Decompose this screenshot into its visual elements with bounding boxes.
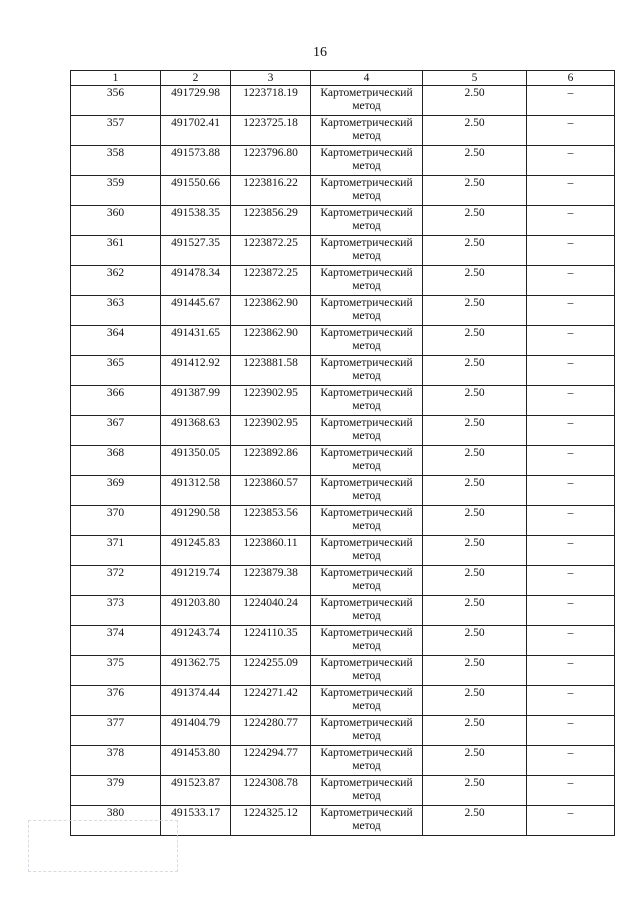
point-number-cell: 372 [71, 566, 161, 596]
column-header-1: 1 [71, 71, 161, 86]
description-cell: – [527, 146, 615, 176]
method-line-2: метод [352, 820, 381, 832]
method-cell [311, 626, 423, 656]
description-cell: – [527, 266, 615, 296]
method-line-2: метод [352, 520, 381, 532]
method-cell [311, 506, 423, 536]
method-line-1: Картометрический [320, 417, 413, 429]
table-row [71, 326, 615, 356]
method-line-2: метод [352, 190, 381, 202]
accuracy-cell: 2.50 [423, 716, 527, 746]
description-cell: – [527, 806, 615, 836]
description-cell: – [527, 626, 615, 656]
point-number-cell: 371 [71, 536, 161, 566]
method-line-1: Картометрический [320, 747, 413, 759]
method-line-2: метод [352, 460, 381, 472]
x-coordinate-cell: 491445.67 [161, 296, 231, 326]
accuracy-cell: 2.50 [423, 596, 527, 626]
method-line-2: метод [352, 220, 381, 232]
point-number-cell: 361 [71, 236, 161, 266]
method-line-1: Картометрический [320, 507, 413, 519]
method-cell [311, 446, 423, 476]
accuracy-cell: 2.50 [423, 266, 527, 296]
y-coordinate-cell: 1224308.78 [231, 776, 311, 806]
description-cell: – [527, 236, 615, 266]
point-number-cell: 366 [71, 386, 161, 416]
method-cell [311, 806, 423, 836]
method-line-1: Картометрический [320, 117, 413, 129]
method-cell [311, 386, 423, 416]
method-line-1: Картометрический [320, 597, 413, 609]
table-row [71, 536, 615, 566]
y-coordinate-cell: 1224271.42 [231, 686, 311, 716]
method-line-2: метод [352, 310, 381, 322]
method-line-1: Картометрический [320, 357, 413, 369]
y-coordinate-cell: 1223902.95 [231, 416, 311, 446]
method-line-1: Картометрический [320, 177, 413, 189]
description-cell: – [527, 296, 615, 326]
method-line-1: Картометрический [320, 207, 413, 219]
method-cell [311, 536, 423, 566]
coordinates-table [70, 70, 615, 836]
method-line-1: Картометрический [320, 297, 413, 309]
point-number-cell: 357 [71, 116, 161, 146]
method-line-1: Картометрический [320, 147, 413, 159]
x-coordinate-cell: 491573.88 [161, 146, 231, 176]
page-number: 16 [313, 45, 327, 60]
y-coordinate-cell: 1223881.58 [231, 356, 311, 386]
method-line-2: метод [352, 430, 381, 442]
method-line-2: метод [352, 790, 381, 802]
accuracy-cell: 2.50 [423, 386, 527, 416]
method-line-1: Картометрический [320, 807, 413, 819]
x-coordinate-cell: 491702.41 [161, 116, 231, 146]
y-coordinate-cell: 1223862.90 [231, 296, 311, 326]
table-row [71, 146, 615, 176]
x-coordinate-cell: 491404.79 [161, 716, 231, 746]
description-cell: – [527, 416, 615, 446]
accuracy-cell: 2.50 [423, 416, 527, 446]
point-number-cell: 377 [71, 716, 161, 746]
accuracy-cell: 2.50 [423, 746, 527, 776]
method-cell [311, 776, 423, 806]
table-row [71, 206, 615, 236]
table-row [71, 716, 615, 746]
accuracy-cell: 2.50 [423, 116, 527, 146]
method-line-1: Картометрический [320, 87, 413, 99]
accuracy-cell: 2.50 [423, 176, 527, 206]
description-cell: – [527, 356, 615, 386]
accuracy-cell: 2.50 [423, 446, 527, 476]
method-line-2: метод [352, 160, 381, 172]
method-line-2: метод [352, 670, 381, 682]
y-coordinate-cell: 1223860.57 [231, 476, 311, 506]
column-header-3: 3 [231, 71, 311, 86]
x-coordinate-cell: 491527.35 [161, 236, 231, 266]
x-coordinate-cell: 491243.74 [161, 626, 231, 656]
description-cell: – [527, 776, 615, 806]
description-cell: – [527, 536, 615, 566]
description-cell: – [527, 386, 615, 416]
accuracy-cell: 2.50 [423, 656, 527, 686]
x-coordinate-cell: 491368.63 [161, 416, 231, 446]
description-cell: – [527, 716, 615, 746]
description-cell: – [527, 206, 615, 236]
method-line-2: метод [352, 640, 381, 652]
accuracy-cell: 2.50 [423, 776, 527, 806]
table-row [71, 176, 615, 206]
method-line-2: метод [352, 280, 381, 292]
method-cell [311, 146, 423, 176]
x-coordinate-cell: 491362.75 [161, 656, 231, 686]
method-line-1: Картометрический [320, 687, 413, 699]
method-line-1: Картометрический [320, 327, 413, 339]
y-coordinate-cell: 1224110.35 [231, 626, 311, 656]
method-line-2: метод [352, 400, 381, 412]
table-row [71, 266, 615, 296]
point-number-cell: 380 [71, 806, 161, 836]
x-coordinate-cell: 491387.99 [161, 386, 231, 416]
x-coordinate-cell: 491550.66 [161, 176, 231, 206]
point-number-cell: 363 [71, 296, 161, 326]
column-header-4: 4 [311, 71, 423, 86]
accuracy-cell: 2.50 [423, 686, 527, 716]
method-line-2: метод [352, 760, 381, 772]
accuracy-cell: 2.50 [423, 626, 527, 656]
method-line-2: метод [352, 580, 381, 592]
method-cell [311, 266, 423, 296]
table-row [71, 236, 615, 266]
table-row [71, 476, 615, 506]
point-number-cell: 378 [71, 746, 161, 776]
table-row [71, 296, 615, 326]
method-cell [311, 356, 423, 386]
method-line-2: метод [352, 340, 381, 352]
y-coordinate-cell: 1223725.18 [231, 116, 311, 146]
point-number-cell: 369 [71, 476, 161, 506]
method-line-1: Картометрический [320, 717, 413, 729]
point-number-cell: 370 [71, 506, 161, 536]
method-cell [311, 656, 423, 686]
y-coordinate-cell: 1224040.24 [231, 596, 311, 626]
faded-stamp [28, 820, 178, 872]
method-line-1: Картометрический [320, 537, 413, 549]
x-coordinate-cell: 491478.34 [161, 266, 231, 296]
point-number-cell: 374 [71, 626, 161, 656]
x-coordinate-cell: 491453.80 [161, 746, 231, 776]
method-cell [311, 236, 423, 266]
method-cell [311, 566, 423, 596]
method-line-2: метод [352, 490, 381, 502]
y-coordinate-cell: 1223902.95 [231, 386, 311, 416]
description-cell: – [527, 116, 615, 146]
method-cell [311, 86, 423, 116]
table-row [71, 356, 615, 386]
description-cell: – [527, 686, 615, 716]
table-row [71, 656, 615, 686]
y-coordinate-cell: 1223718.19 [231, 86, 311, 116]
y-coordinate-cell: 1224325.12 [231, 806, 311, 836]
y-coordinate-cell: 1223872.25 [231, 266, 311, 296]
accuracy-cell: 2.50 [423, 146, 527, 176]
description-cell: – [527, 476, 615, 506]
point-number-cell: 376 [71, 686, 161, 716]
y-coordinate-cell: 1224255.09 [231, 656, 311, 686]
point-number-cell: 356 [71, 86, 161, 116]
method-line-1: Картометрический [320, 657, 413, 669]
point-number-cell: 368 [71, 446, 161, 476]
x-coordinate-cell: 491219.74 [161, 566, 231, 596]
y-coordinate-cell: 1223879.38 [231, 566, 311, 596]
y-coordinate-cell: 1223892.86 [231, 446, 311, 476]
point-number-cell: 359 [71, 176, 161, 206]
accuracy-cell: 2.50 [423, 296, 527, 326]
description-cell: – [527, 86, 615, 116]
accuracy-cell: 2.50 [423, 86, 527, 116]
x-coordinate-cell: 491729.98 [161, 86, 231, 116]
x-coordinate-cell: 491290.58 [161, 506, 231, 536]
point-number-cell: 379 [71, 776, 161, 806]
x-coordinate-cell: 491523.87 [161, 776, 231, 806]
point-number-cell: 360 [71, 206, 161, 236]
method-line-1: Картометрический [320, 567, 413, 579]
y-coordinate-cell: 1223816.22 [231, 176, 311, 206]
accuracy-cell: 2.50 [423, 506, 527, 536]
x-coordinate-cell: 491538.35 [161, 206, 231, 236]
table-row [71, 116, 615, 146]
method-cell [311, 296, 423, 326]
point-number-cell: 365 [71, 356, 161, 386]
accuracy-cell: 2.50 [423, 536, 527, 566]
method-line-1: Картометрический [320, 447, 413, 459]
method-cell [311, 176, 423, 206]
y-coordinate-cell: 1223853.56 [231, 506, 311, 536]
method-cell [311, 686, 423, 716]
method-line-1: Картометрический [320, 777, 413, 789]
description-cell: – [527, 446, 615, 476]
description-cell: – [527, 176, 615, 206]
description-cell: – [527, 566, 615, 596]
x-coordinate-cell: 491412.92 [161, 356, 231, 386]
description-cell: – [527, 656, 615, 686]
column-header-6: 6 [527, 71, 615, 86]
method-line-2: метод [352, 730, 381, 742]
point-number-cell: 358 [71, 146, 161, 176]
table-row [71, 506, 615, 536]
table-row [71, 626, 615, 656]
accuracy-cell: 2.50 [423, 476, 527, 506]
table-row [71, 746, 615, 776]
accuracy-cell: 2.50 [423, 206, 527, 236]
y-coordinate-cell: 1223796.80 [231, 146, 311, 176]
y-coordinate-cell: 1224294.77 [231, 746, 311, 776]
column-header-2: 2 [161, 71, 231, 86]
method-cell [311, 326, 423, 356]
table-row [71, 596, 615, 626]
method-line-2: метод [352, 700, 381, 712]
table-row [71, 776, 615, 806]
x-coordinate-cell: 491312.58 [161, 476, 231, 506]
y-coordinate-cell: 1223862.90 [231, 326, 311, 356]
point-number-cell: 367 [71, 416, 161, 446]
table-header-row [71, 71, 615, 86]
table-row [71, 386, 615, 416]
method-line-1: Картометрический [320, 627, 413, 639]
method-line-2: метод [352, 250, 381, 262]
accuracy-cell: 2.50 [423, 566, 527, 596]
accuracy-cell: 2.50 [423, 236, 527, 266]
y-coordinate-cell: 1223860.11 [231, 536, 311, 566]
y-coordinate-cell: 1223872.25 [231, 236, 311, 266]
method-cell [311, 476, 423, 506]
y-coordinate-cell: 1223856.29 [231, 206, 311, 236]
method-line-1: Картометрический [320, 477, 413, 489]
accuracy-cell: 2.50 [423, 356, 527, 386]
point-number-cell: 373 [71, 596, 161, 626]
x-coordinate-cell: 491245.83 [161, 536, 231, 566]
method-line-2: метод [352, 100, 381, 112]
table-body [71, 86, 615, 836]
x-coordinate-cell: 491374.44 [161, 686, 231, 716]
table-row [71, 446, 615, 476]
method-cell [311, 716, 423, 746]
column-header-5: 5 [423, 71, 527, 86]
method-line-2: метод [352, 550, 381, 562]
y-coordinate-cell: 1224280.77 [231, 716, 311, 746]
method-cell [311, 596, 423, 626]
method-cell [311, 746, 423, 776]
method-cell [311, 116, 423, 146]
method-line-1: Картометрический [320, 387, 413, 399]
table-row [71, 686, 615, 716]
x-coordinate-cell: 491350.05 [161, 446, 231, 476]
method-line-1: Картометрический [320, 237, 413, 249]
method-line-1: Картометрический [320, 267, 413, 279]
method-line-2: метод [352, 610, 381, 622]
point-number-cell: 362 [71, 266, 161, 296]
table-row [71, 566, 615, 596]
x-coordinate-cell: 491431.65 [161, 326, 231, 356]
description-cell: – [527, 596, 615, 626]
method-cell [311, 206, 423, 236]
point-number-cell: 364 [71, 326, 161, 356]
method-cell [311, 416, 423, 446]
point-number-cell: 375 [71, 656, 161, 686]
accuracy-cell: 2.50 [423, 806, 527, 836]
x-coordinate-cell: 491533.17 [161, 806, 231, 836]
description-cell: – [527, 506, 615, 536]
x-coordinate-cell: 491203.80 [161, 596, 231, 626]
description-cell: – [527, 326, 615, 356]
method-line-2: метод [352, 370, 381, 382]
table-row [71, 416, 615, 446]
accuracy-cell: 2.50 [423, 326, 527, 356]
description-cell: – [527, 746, 615, 776]
method-line-2: метод [352, 130, 381, 142]
table-row [71, 86, 615, 116]
